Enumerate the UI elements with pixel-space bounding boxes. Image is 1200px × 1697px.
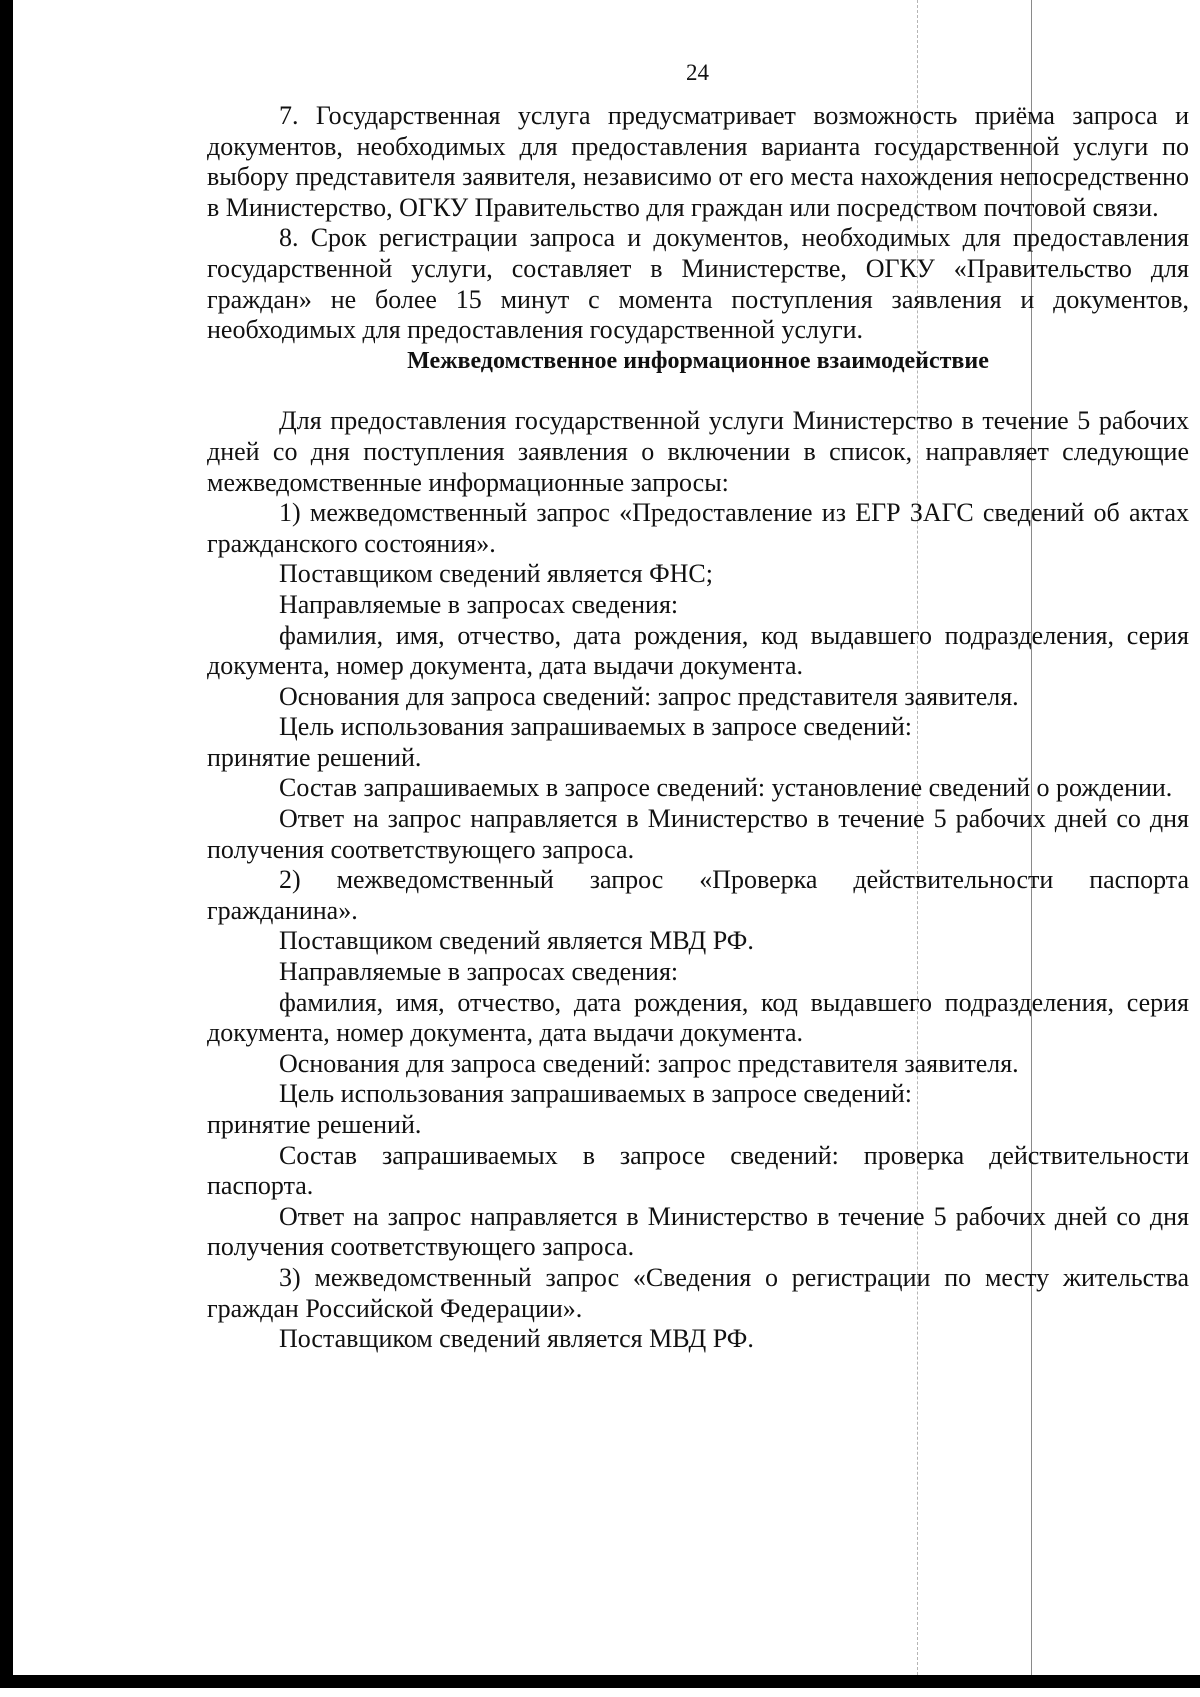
request-1-title: 1) межведомственный запрос «Предоставление из ЕГР ЗАГС сведений об актах гражданского состояния». (207, 498, 1189, 558)
request-2-title: 2) межведомственный запрос «Проверка действительности паспорта гражданина». (207, 865, 1189, 925)
request-2-sent-label: Направляемые в запросах сведения: (279, 957, 679, 987)
scan-border-left (0, 0, 13, 1688)
request-2-purpose-value: принятие решений. (207, 1110, 422, 1139)
request-2-purpose-label: Цель использования запрашиваемых в запросе сведений: (279, 1079, 912, 1109)
request-1-supplier: Поставщиком сведений является ФНС; (279, 559, 713, 589)
request-1-composition: Состав запрашиваемых в запросе сведений: установление сведений о рождении. (279, 773, 1173, 803)
request-1-purpose-label: Цель использования запрашиваемых в запросе сведений: (279, 712, 912, 742)
request-3-title: 3) межведомственный запрос «Сведения о регистрации по месту жительства граждан Российской Федерации». (207, 1262, 1189, 1323)
paragraph-7: 7. Государственная услуга предусматривает возможность приёма запроса и документов, необходимых для предоставления варианта государственной услуги по выбору представителя заявителя, независимо от его места нахождения непосредственно в Министерство, ОГКУ Правительство для граждан или посредством почтовой связи. (207, 101, 1189, 222)
intro-paragraph: Для предоставления государственной услуги Министерство в течение 5 рабочих дней со дня поступления заявления о включении в список, направляет следующие межведомственные информационные запросы: (207, 406, 1189, 497)
request-3-supplier: Поставщиком сведений является МВД РФ. (279, 1324, 754, 1354)
request-2-basis: Основания для запроса сведений: запрос представителя заявителя. (279, 1048, 1019, 1078)
request-2-response: Ответ на запрос направляется в Министерство в течение 5 рабочих дней со дня получения соответствующего запроса. (207, 1201, 1189, 1262)
request-1-sent-label: Направляемые в запросах сведения: (279, 589, 679, 619)
request-2-composition: Состав запрашиваемых в запросе сведений: проверка действительности паспорта. (207, 1140, 1189, 1201)
paragraph-8: 8. Срок регистрации запроса и документов, необходимых для предоставления государственной услуги, составляет в Министерстве, ОГКУ «Правительство для граждан» не более 15 минут с момента поступления заявления и документов, необходимых для предоставления государственной услуги. (207, 223, 1189, 345)
document-body (207, 101, 1189, 1355)
request-1-response: Ответ на запрос направляется в Министерство в течение 5 рабочих дней со дня получения соответствующего запроса. (207, 804, 1189, 864)
request-1-purpose-value: принятие решений. (207, 742, 422, 772)
request-1-sent-data: фамилия, имя, отчество, дата рождения, код выдавшего подразделения, серия документа, номер документа, дата выдачи документа. (207, 620, 1189, 681)
request-2-supplier: Поставщиком сведений является МВД РФ. (279, 926, 754, 956)
scan-border-bottom (0, 1675, 1200, 1688)
section-heading: Межведомственное информационное взаимодействие (407, 347, 989, 374)
request-2-sent-data: фамилия, имя, отчество, дата рождения, код выдавшего подразделения, серия документа, номер документа, дата выдачи документа. (207, 987, 1189, 1048)
page-number: 24 (686, 60, 709, 85)
request-1-basis: Основания для запроса сведений: запрос представителя заявителя. (279, 681, 1019, 711)
